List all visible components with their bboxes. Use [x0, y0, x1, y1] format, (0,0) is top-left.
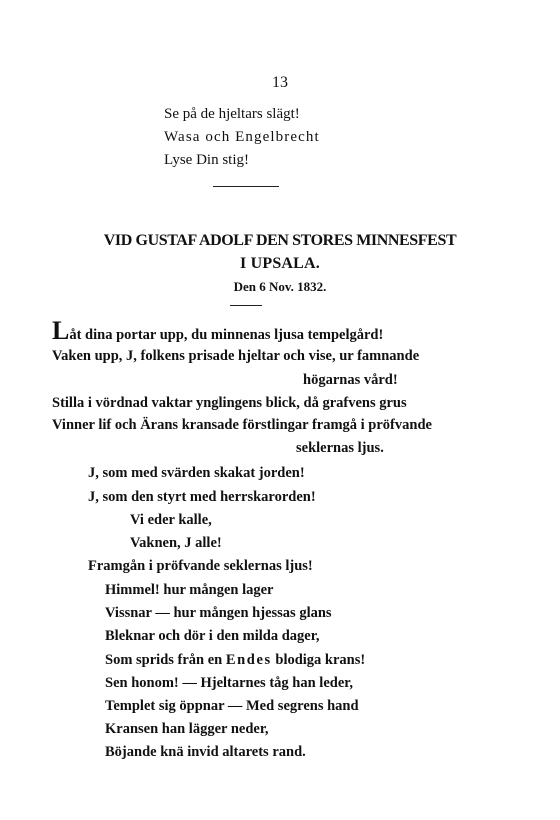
poem-line: seklernas ljus. [296, 440, 384, 456]
poem-line: Vissnar — hur mången hjessas glans [105, 605, 332, 621]
stanza-line: Wasa och Engelbrecht [164, 129, 320, 145]
poem-line: högarnas vård! [303, 372, 398, 388]
page-number: 13 [272, 74, 288, 91]
drop-cap: L [52, 316, 70, 345]
poem-line: Vinner lif och Ärans kransade förstlingar framgå i pröfvande [52, 417, 432, 433]
poem-line: J, som den styrt med herrskarorden! [88, 489, 316, 505]
poem-line: Kransen han lägger neder, [105, 721, 269, 737]
poem-line: Framgån i pröfvande seklernas ljus! [88, 558, 313, 574]
poem-line: Sen honom! — Hjeltarnes tåg han leder, [105, 675, 353, 691]
spaced-emphasis: Endes [225, 652, 272, 668]
poem-line: Himmel! hur mången lager [105, 582, 274, 598]
section-divider [213, 186, 279, 187]
poem-date: Den 6 Nov. 1832. [233, 279, 327, 294]
poem-line: Som sprids från en Endes blodiga krans! [105, 652, 366, 668]
poem-title: VID GUSTAF ADOLF DEN STORES MINNESFEST [103, 232, 457, 249]
title-divider [230, 305, 262, 306]
poem-line: Vi eder kalle, [130, 512, 212, 528]
poem-line: Låt dina portar upp, du minnenas ljusa tempelgård! [52, 316, 384, 345]
stanza-line: Se på de hjeltars slägt! [164, 106, 300, 122]
stanza-line: Lyse Din stig! [164, 152, 249, 168]
poem-line: Vaken upp, J, folkens prisade hjeltar och vise, ur famnande [52, 348, 420, 364]
poem-line: Böjande knä invid altarets rand. [105, 744, 306, 760]
poem-line: J, som med svärden skakat jorden! [88, 465, 305, 481]
poem-line: Templet sig öppnar — Med segrens hand [105, 698, 359, 714]
poem-line: Stilla i vördnad vaktar ynglingens blick, då grafvens grus [52, 395, 407, 411]
poem-title-place: I UPSALA. [239, 255, 321, 272]
poem-line: Bleknar och dör i den milda dager, [105, 628, 320, 644]
poem-line: Vaknen, J alle! [130, 535, 222, 551]
